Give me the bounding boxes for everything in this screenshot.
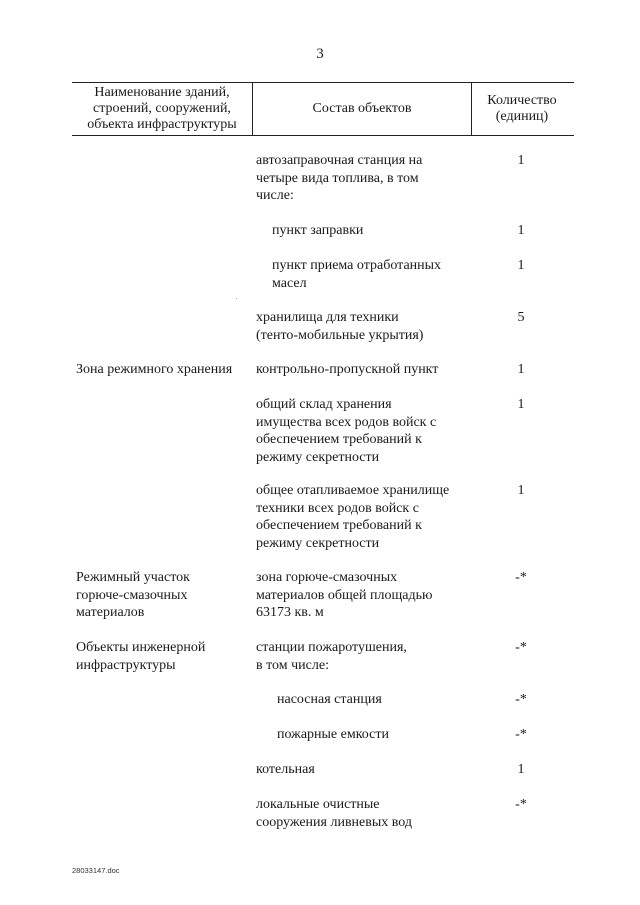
item-qty: 1	[517, 762, 525, 777]
item-name: станции пожаротушения, в том числе:	[256, 640, 407, 673]
item-name: пожарные емкости	[277, 727, 389, 742]
item-name: пункт заправки	[272, 223, 364, 238]
item-qty: -*	[515, 727, 527, 742]
item-qty: -*	[515, 692, 527, 707]
scan-speck	[236, 298, 237, 299]
page-number: 3	[316, 46, 324, 62]
item-name: пункт приема отработанных масел	[272, 258, 442, 291]
item-name: хранилища для техники (тенто-мобильные укрытия)	[256, 310, 424, 343]
item-qty: 5	[517, 310, 525, 325]
item-qty: 1	[517, 258, 525, 273]
item-name: контрольно-пропускной пункт	[256, 362, 439, 377]
header-col-composition	[252, 83, 472, 135]
item-name: автозаправочная станция на четыре вида топлива, в том числе:	[256, 153, 423, 203]
document-filename: 28033147.doc	[72, 866, 120, 875]
item-qty: -*	[515, 797, 527, 812]
item-qty: -*	[515, 570, 527, 585]
item-qty: -*	[515, 640, 527, 655]
item-name: общий склад хранения имущества всех родов войск с обеспечением требований к режиму секретности	[256, 397, 437, 465]
header-col-quantity	[470, 83, 574, 135]
item-qty: 1	[517, 397, 525, 412]
zone-fuel-lubricants: Режимный участок горюче-смазочных материалов	[76, 570, 190, 620]
item-qty: 1	[517, 483, 525, 498]
item-name: котельная	[256, 762, 315, 777]
item-qty: 1	[517, 362, 525, 377]
header-col-quantity-text: Количество (единиц)	[487, 93, 557, 124]
item-qty: 1	[517, 153, 525, 168]
header-col-names	[72, 83, 252, 135]
zone-engineering-infrastructure: Объекты инженерной инфраструктуры	[76, 640, 206, 673]
item-name: локальные очистные сооружения ливневых вод	[256, 797, 413, 830]
item-qty: 1	[517, 223, 525, 238]
zone-secure-storage: Зона режимного хранения	[76, 362, 233, 377]
header-col-composition-text: Состав объектов	[312, 101, 412, 116]
table-header	[72, 82, 574, 136]
item-name: насосная станция	[277, 692, 382, 707]
item-name: зона горюче-смазочных материалов общей площадью 63173 кв. м	[256, 570, 433, 620]
header-col-names-text: Наименование зданий, строений, сооружений, объекта инфраструктуры	[87, 85, 237, 132]
item-name: общее отапливаемое хранилище техники всех родов войск с обеспечением требований к режиму секретности	[256, 483, 450, 551]
